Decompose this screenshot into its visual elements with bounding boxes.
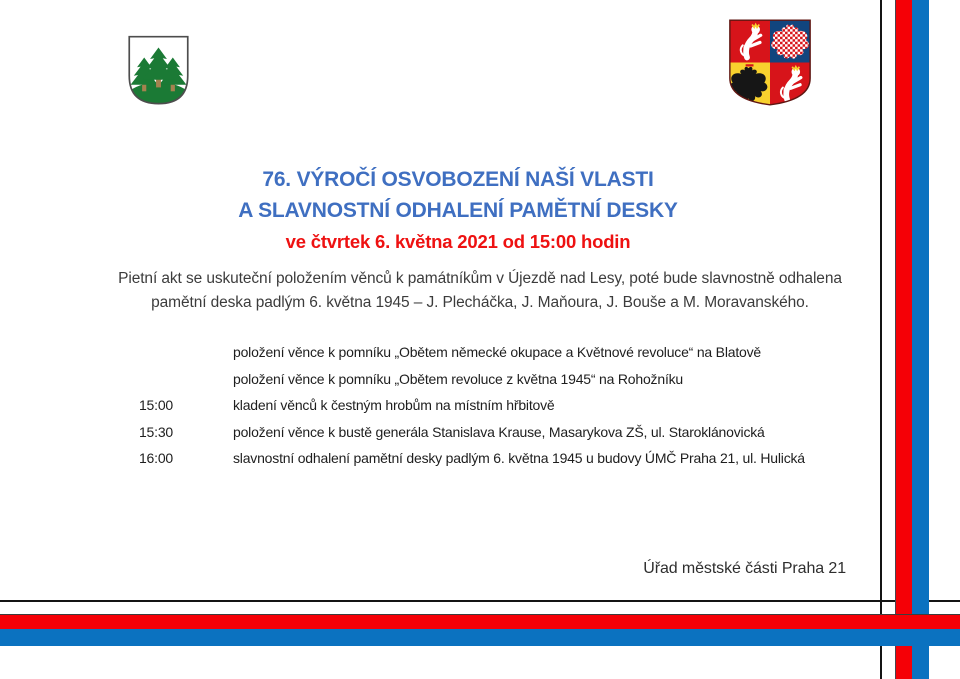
- intro-line1: Pietní akt se uskuteční položením věnců k památníkům v Újezdě nad Lesy, poté bude slavnostně odhalena: [118, 270, 842, 287]
- event-title-line2: A SLAVNOSTNÍ ODHALENÍ PAMĚTNÍ DESKY: [238, 199, 678, 222]
- bottom-stripe-blue: [0, 629, 960, 646]
- schedule-time: 16:00: [138, 450, 174, 467]
- schedule-row: [0, 450, 880, 477]
- schedule-description: slavnostní odhalení pamětní desky padlým 6. května 1945 u budovy ÚMČ Praha 21, ul. Hulická: [233, 450, 805, 467]
- bottom-black-rule: [0, 600, 960, 602]
- fir-trees-shield-icon: [126, 34, 191, 107]
- schedule-time: 15:30: [138, 423, 174, 440]
- czech-state-coat-of-arms: [727, 15, 813, 110]
- schedule-row: [0, 371, 880, 398]
- schedule-row: [0, 344, 880, 371]
- event-title-line1: 76. VÝROČÍ OSVOBOZENÍ NAŠÍ VLASTI: [262, 168, 654, 191]
- schedule-description: kladení věnců k čestným hrobům na místním hřbitově: [233, 397, 555, 414]
- schedule-description: položení věnce k bustě generála Stanislava Krause, Masarykova ZŠ, ul. Staroklánovická: [233, 423, 765, 440]
- event-schedule: [0, 344, 880, 477]
- right-black-rule: [880, 0, 882, 679]
- bottom-stripe-red: [0, 615, 960, 629]
- event-title: [18, 164, 898, 226]
- schedule-time: 15:00: [138, 397, 174, 414]
- schedule-description: položení věnce k pomníku „Obětem revoluce z května 1945“ na Rohožníku: [233, 370, 684, 387]
- right-stripe-red: [896, 0, 912, 679]
- municipal-coat-of-arms: [126, 34, 191, 107]
- schedule-row: [0, 397, 880, 424]
- event-date-line: ve čtvrtek 6. května 2021 od 15:00 hodin: [285, 231, 631, 252]
- quartered-shield-icon: [727, 15, 813, 110]
- schedule-row: [0, 424, 880, 451]
- right-stripe-blue: [912, 0, 929, 679]
- schedule-description: položení věnce k pomníku „Obětem německé okupace a Květnové revoluce“ na Blatově: [233, 344, 761, 360]
- issuing-authority: Úřad městské části Praha 21: [643, 560, 846, 577]
- intro-paragraph: [30, 267, 930, 314]
- intro-line2: pamětní deska padlým 6. května 1945 – J. Plecháčka, J. Maňoura, J. Bouše a M. Moravanského.: [151, 293, 809, 311]
